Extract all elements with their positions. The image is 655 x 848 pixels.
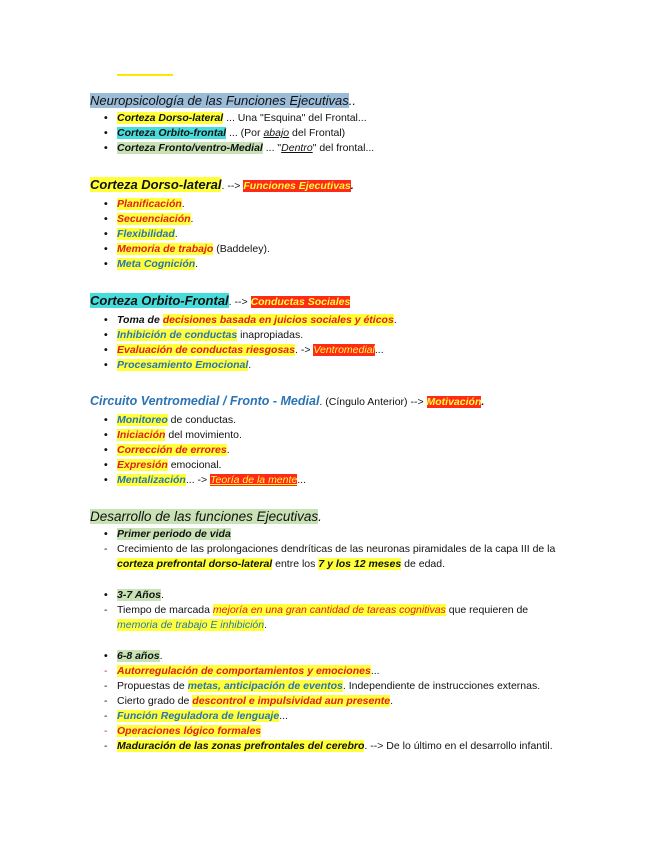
list-item: - Maduración de las zonas prefrontales del cerebro. --> De lo último en el desarrollo infantil. — [117, 739, 560, 754]
list — [90, 413, 560, 488]
list — [90, 197, 560, 272]
list-item: • 6-8 años. — [117, 649, 560, 664]
list — [90, 649, 560, 754]
list-item: • Corteza Fronto/ventro-Medial ... "Dentro" del frontal... — [117, 141, 560, 156]
list-item: • Expresión emocional. — [117, 458, 560, 473]
section-neuropsicologia — [90, 92, 560, 156]
list — [90, 313, 560, 373]
section-title: Neuropsicología de las Funciones Ejecutivas.. — [90, 93, 356, 108]
list-item: • Inhibición de conductas inapropiadas. — [117, 328, 560, 343]
list-item: - Tiempo de marcada mejoría en una gran cantidad de tareas cognitivas que requieren de memoria de trabajo E inhibición. — [117, 603, 560, 633]
section-desarrollo — [90, 508, 560, 754]
section-title: Circuito Ventromedial / Fronto - Medial. (Cíngulo Anterior) --> Motivación. — [90, 394, 485, 408]
document-body — [90, 92, 560, 754]
section-title: Corteza Orbito-Frontal. --> Conductas Sociales — [90, 293, 351, 308]
list-item: • Memoria de trabajo (Baddeley). — [117, 242, 560, 257]
list-item: • Flexibilidad. — [117, 227, 560, 242]
list-item: • Corrección de errores. — [117, 443, 560, 458]
list — [90, 588, 560, 633]
list-item: • Mentalización... -> Teoría de la mente... — [117, 473, 560, 488]
list-item: - Crecimiento de las prolongaciones dendríticas de las neuronas piramidales de la capa III de la corteza prefrontal dorso-lateral entre los 7 y los 12 meses de edad. — [117, 542, 560, 572]
list-item: • Meta Cognición. — [117, 257, 560, 272]
list-item: • Evaluación de conductas riesgosas. -> Ventromedial... — [117, 343, 560, 358]
section-title: Corteza Dorso-lateral. --> Funciones Ejecutivas. — [90, 177, 354, 192]
list-item: • Primer periodo de vida — [117, 527, 560, 542]
list-item: • Toma de decisiones basada en juicios sociales y éticos. — [117, 313, 560, 328]
list-item: • Monitoreo de conductas. — [117, 413, 560, 428]
list — [90, 527, 560, 572]
list-item: - Función Reguladora de lenguaje... — [117, 709, 560, 724]
section-orbito-frontal — [90, 292, 560, 373]
list — [90, 111, 560, 156]
list-item: • Planificación. — [117, 197, 560, 212]
list-item: • Corteza Orbito-frontal ... (Por abajo del Frontal) — [117, 126, 560, 141]
list-item: • Iniciación del movimiento. — [117, 428, 560, 443]
section-ventromedial — [90, 393, 560, 488]
top-highlight-line — [117, 74, 173, 76]
title-text: Neuropsicología de las Funciones Ejecutivas — [90, 93, 349, 108]
list-item: • Procesamiento Emocional. — [117, 358, 560, 373]
list-item: - Propuestas de metas, anticipación de eventos. Independiente de instrucciones externas. — [117, 679, 560, 694]
section-dorso-lateral — [90, 176, 560, 272]
list-item: • Corteza Dorso-lateral ... Una "Esquina" del Frontal... — [117, 111, 560, 126]
list-item: - Cierto grado de descontrol e impulsividad aun presente. — [117, 694, 560, 709]
list-item: • Secuenciación. — [117, 212, 560, 227]
section-title: Desarrollo de las funciones Ejecutivas. — [90, 509, 322, 524]
list-item: - Autorregulación de comportamientos y emociones... — [117, 664, 560, 679]
list-item: - Operaciones lógico formales — [117, 724, 560, 739]
list-item: • 3-7 Años. — [117, 588, 560, 603]
